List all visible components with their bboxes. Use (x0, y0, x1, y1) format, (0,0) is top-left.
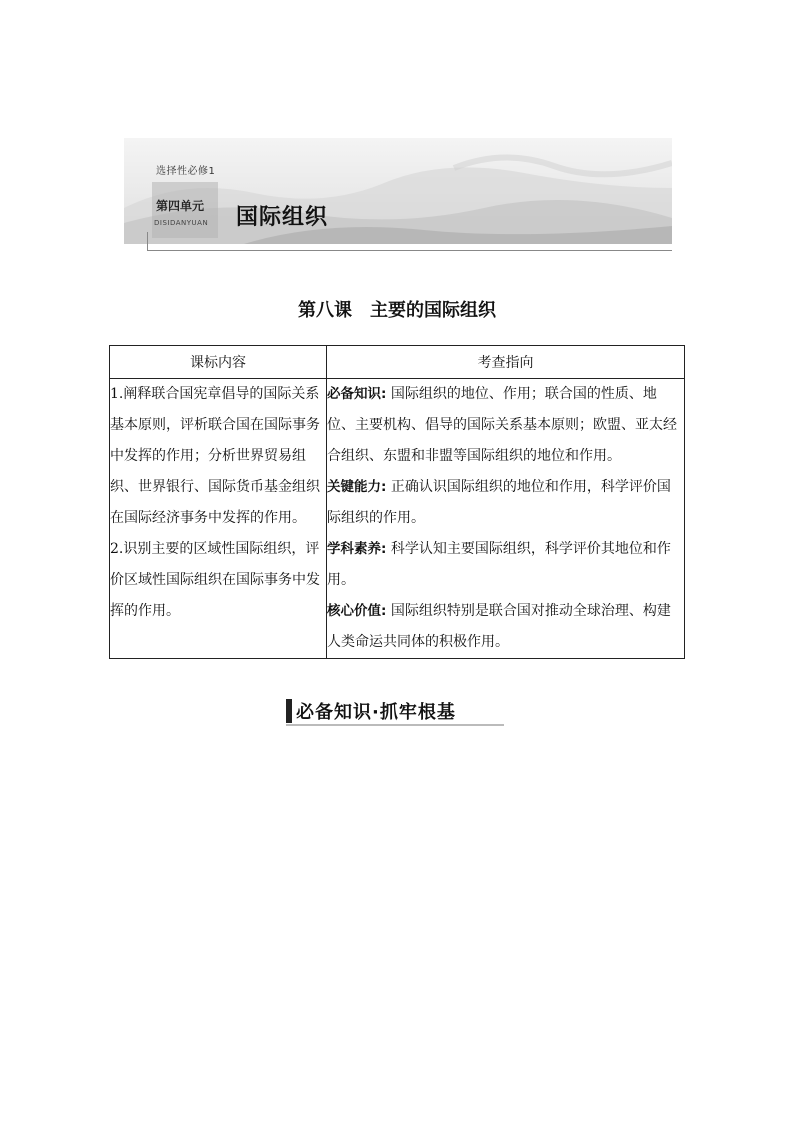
subject-label: 选择性必修1 (156, 166, 216, 177)
standard-item: 2.识别主要的区域性国际组织，评价区域性国际组织在国际事务中发挥的作用。 (110, 541, 320, 619)
standard-item: 1.阐释联合国宪章倡导的国际关系基本原则，评析联合国在国际事务中发挥的作用；分析世界贸易组织、世界银行、国际货币基金组织在国际经济事务中发挥的作用。 (110, 386, 320, 526)
section-underline (286, 724, 504, 726)
focus-text: 国际组织的地位、作用；联合国的性质、地位、主要机构、倡导的国际关系基本原则；欧盟、亚太经合组织、东盟和非盟等国际组织的地位和作用。 (327, 386, 677, 464)
standard-content-cell (110, 379, 327, 659)
table-row (110, 379, 685, 659)
lesson-title: 第八课 主要的国际组织 (298, 300, 496, 321)
banner-frame-bottom (147, 250, 672, 251)
focus-text: 正确认识国际组织的地位和作用，科学评价国际组织的作用。 (327, 479, 671, 526)
focus-tag: 必备知识: (327, 386, 387, 402)
table-header-row (110, 346, 685, 379)
unit-pinyin: DISIDANYUAN (154, 219, 209, 227)
focus-tag: 关键能力: (327, 479, 387, 495)
focus-text: 科学认知主要国际组织，科学评价其地位和作用。 (327, 541, 671, 588)
focus-item (327, 596, 684, 658)
focus-item (327, 534, 684, 596)
banner-frame-line (147, 232, 148, 250)
focus-item (327, 379, 684, 472)
focus-text: 国际组织特别是联合国对推动全球治理、构建人类命运共同体的积极作用。 (327, 603, 671, 650)
unit-title: 国际组织 (236, 205, 329, 230)
header-exam-focus: 考查指向 (327, 346, 685, 379)
focus-item (327, 472, 684, 534)
section-marker-icon (286, 699, 292, 723)
focus-tag: 核心价值: (327, 603, 387, 619)
header-standard-content: 课标内容 (110, 346, 327, 379)
section-heading: 必备知识·抓牢根基 (296, 702, 456, 723)
unit-number: 第四单元 (156, 199, 205, 213)
exam-focus-cell (327, 379, 685, 659)
focus-tag: 学科素养: (327, 541, 387, 557)
curriculum-table (109, 345, 685, 659)
